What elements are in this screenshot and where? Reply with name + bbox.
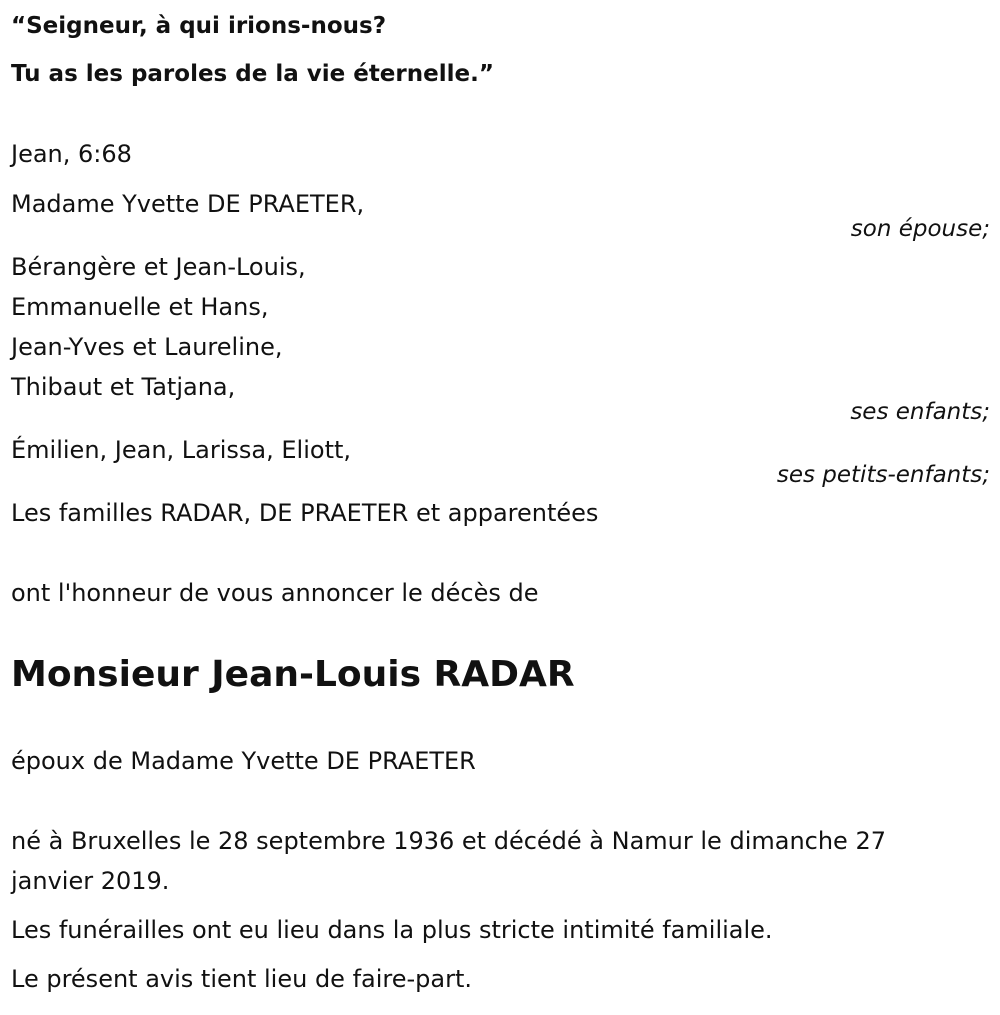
families-line: Les familles RADAR, DE PRAETER et apparentées bbox=[11, 499, 599, 527]
grandchildren-role: ses petits-enfants; bbox=[776, 462, 990, 488]
deceased-relation: époux de Madame Yvette DE PRAETER bbox=[11, 747, 476, 775]
notice-text: Le présent avis tient lieu de faire-part. bbox=[11, 965, 473, 993]
child-couple: Bérangère et Jean-Louis, bbox=[11, 253, 306, 281]
announcement-line: ont l'honneur de vous annoncer le décès de bbox=[11, 579, 539, 607]
child-couple: Jean-Yves et Laureline, bbox=[11, 333, 283, 361]
spouse-role: son épouse; bbox=[850, 216, 990, 242]
quote-reference: Jean, 6:68 bbox=[11, 140, 132, 168]
grandchildren-names: Émilien, Jean, Larissa, Eliott, bbox=[11, 436, 352, 464]
children-role: ses enfants; bbox=[850, 399, 990, 425]
funeral-text: Les funérailles ont eu lieu dans la plus stricte intimité familiale. bbox=[11, 916, 773, 944]
child-couple: Thibaut et Tatjana, bbox=[11, 373, 236, 401]
birth-death-text: né à Bruxelles le 28 septembre 1936 et décédé à Namur le dimanche 27 janvier 2019. bbox=[11, 827, 886, 895]
spouse-name: Madame Yvette DE PRAETER, bbox=[11, 190, 365, 218]
deceased-name: Monsieur Jean-Louis RADAR bbox=[11, 654, 575, 695]
quote-line-2: Tu as les paroles de la vie éternelle.” bbox=[11, 61, 494, 87]
quote-line-1: “Seigneur, à qui irions-nous? bbox=[11, 13, 387, 39]
child-couple: Emmanuelle et Hans, bbox=[11, 293, 269, 321]
